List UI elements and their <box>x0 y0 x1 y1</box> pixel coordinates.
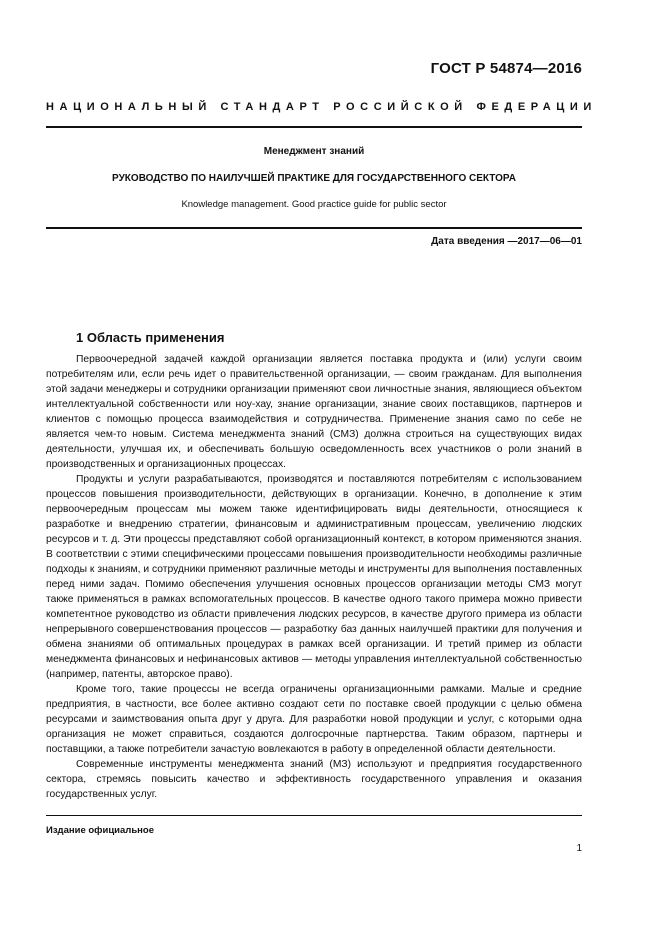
section-body <box>46 352 582 802</box>
paragraph: Продукты и услуги разрабатываются, производятся и поставляются потребителям с использованием процессов повышения производительности, действующих в организации. Конечно, в дополнение к этим первоочередным процессам мы можем также идентифицировать виды деятельности, относящиеся к разработке и внедрению стратегии, финансовым и административным процессам, увеличению людских ресурсов и т. д. Эти процессы представляют собой организационный контекст, в котором применяются знания. В соответствии с этими специфическими процессами повышения производительности необходимы различные подходы к знаниям, и сотрудники применяют различные методы и инструменты для выполнения поставленных перед ними задач. Помимо обеспечения улучшения основных процессов организации методы СМЗ могут также применяться в рамках вспомогательных процессов. В качестве одного такого примера можно привести компетентное руководство из области привлечения людских ресурсов, в качестве другого примера из области непрерывного совершенствования процессов — разработку баз данных наилучшей практики для получения и обмена знаниями об оптимальных процедурах в рамках всей организации. И третий пример из области менеджмента финансовых и нефинансовых активов — методы управления интеллектуальной собственностью (например, патенты, авторское право). <box>46 474 582 680</box>
national-standard-title: НАЦИОНАЛЬНЫЙ СТАНДАРТ РОССИЙСКОЙ ФЕДЕРАЦИИ <box>46 101 597 113</box>
middle-rule-divider <box>46 227 582 229</box>
paragraph: Первоочередной задачей каждой организации является поставка продукта и (или) услуги своим потребителям или, если речь идет о правительственной организации, — своим гражданам. Для выполнения этой задачи менеджеры и сотрудники организации применяют свои личностные знания, являющиеся объектом интеллектуальной собственности или ноу-хау, знание организации, знание своих поставщиков, партнеров и клиентов с помощью процесса взаимодействия и сотрудничества. Применение знания само по себе не является чем-то новым. Система менеджмента знаний (СМЗ) должна строиться на существующих видах деятельности, улучшая их, и обеспечивать большую осведомленность всех участников о роли знаний в производственных и организационных процессах. <box>46 354 582 470</box>
introduction-date: Дата введения —2017—06—01 <box>431 236 582 247</box>
document-english-title: Knowledge management. Good practice guide for public sector <box>181 199 447 210</box>
standard-id: ГОСТ Р 54874—2016 <box>430 60 582 77</box>
paragraph: Кроме того, такие процессы не всегда ограничены организационными рамками. Малые и средние предприятия, в частности, все более активно создают сети по поставке своей продукции с целью обмена ресурсами и заимствования опыта друг у друга. Для разработки новой продукции и услуг, с которыми одна организация не может справиться, создаются долгосрочные партнерства. Таким образом, партнеры и поставщики, а также потребители зачастую вовлекаются в работу в определенной области деятельности. <box>46 684 582 755</box>
document-main-title: РУКОВОДСТВО ПО НАИЛУЧШЕЙ ПРАКТИКЕ ДЛЯ ГОСУДАРСТВЕННОГО СЕКТОРА <box>112 173 516 184</box>
section-heading: 1 Область применения <box>76 330 225 345</box>
paragraph: Современные инструменты менеджмента знаний (МЗ) используют и предприятия государственного сектора, стремясь повысить качество и эффективность государственного управления и оказания государственных услуг. <box>46 759 582 800</box>
footer-rule-divider <box>46 815 582 816</box>
top-rule-divider <box>46 126 582 128</box>
document-subtitle: Менеджмент знаний <box>263 146 365 157</box>
page-number: 1 <box>576 843 582 854</box>
edition-label: Издание официальное <box>46 825 154 836</box>
